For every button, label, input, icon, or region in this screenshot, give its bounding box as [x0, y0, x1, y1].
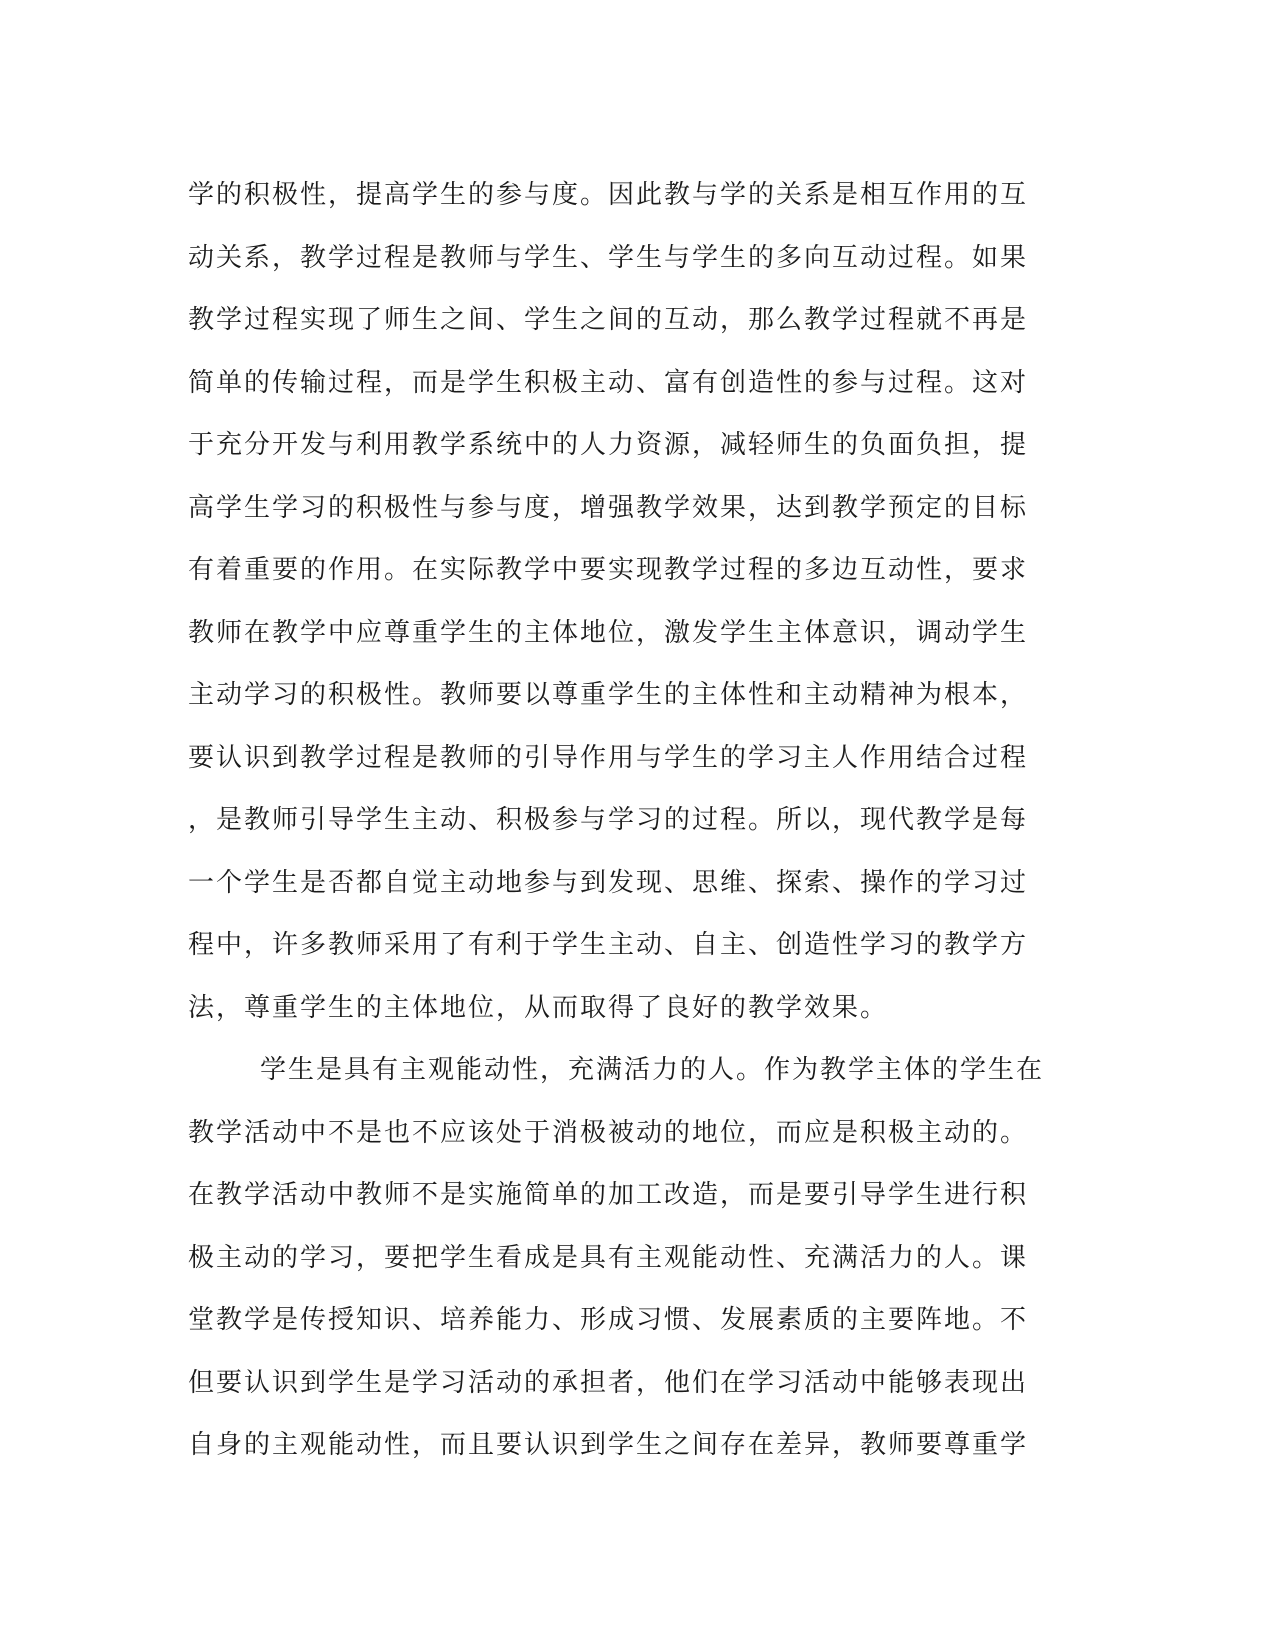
- text-line: 在教学活动中教师不是实施简单的加工改造，而是要引导学生进行积: [188, 1180, 1029, 1210]
- text-line: 教学过程实现了师生之间、学生之间的互动，那么教学过程就不再是: [188, 305, 1029, 335]
- body-text: [188, 164, 1068, 1477]
- text-line: 极主动的学习，要把学生看成是具有主观能动性、充满活力的人。课: [188, 1242, 1029, 1273]
- text-line: 教师在教学中应尊重学生的主体地位，激发学生主体意识，调动学生: [188, 617, 1029, 648]
- text-line: 自身的主观能动性，而且要认识到学生之间存在差异，教师要尊重学: [188, 1430, 1029, 1460]
- text-line: 法，尊重学生的主体地位，从而取得了良好的教学效果。: [188, 992, 889, 1023]
- text-line: 程中，许多教师采用了有利于学生主动、自主、创造性学习的教学方: [188, 930, 1029, 960]
- text-line: 主动学习的积极性。教师要以尊重学生的主体性和主动精神为根本，: [188, 680, 1029, 710]
- text-line: 堂教学是传授知识、培养能力、形成习惯、发展素质的主要阵地。不: [188, 1305, 1029, 1335]
- text-line: 简单的传输过程，而是学生积极主动、富有创造性的参与过程。这对: [188, 367, 1029, 398]
- text-line: 动关系，教学过程是教师与学生、学生与学生的多向互动过程。如果: [188, 242, 1029, 273]
- text-line: 学的积极性，提高学生的参与度。因此教与学的关系是相互作用的互: [188, 180, 1029, 210]
- text-line: 高学生学习的积极性与参与度，增强教学效果，达到教学预定的目标: [188, 492, 1029, 523]
- text-line: 一个学生是否都自觉主动地参与到发现、思维、探索、操作的学习过: [188, 867, 1029, 898]
- text-line: ，是教师引导学生主动、积极参与学习的过程。所以，现代教学是每: [188, 805, 1029, 835]
- text-line: 教学活动中不是也不应该处于消极被动的地位，而应是积极主动的。: [188, 1117, 1029, 1148]
- text-line: 但要认识到学生是学习活动的承担者，他们在学习活动中能够表现出: [188, 1367, 1029, 1398]
- text-line: 于充分开发与利用教学系统中的人力资源，减轻师生的负面负担，提: [188, 430, 1029, 460]
- text-line: 要认识到教学过程是教师的引导作用与学生的学习主人作用结合过程: [188, 742, 1029, 773]
- paragraph-first-line: 学生是具有主观能动性，充满活力的人。作为教学主体的学生在: [260, 1055, 1045, 1085]
- text-line: 有着重要的作用。在实际教学中要实现教学过程的多边互动性，要求: [188, 555, 1029, 585]
